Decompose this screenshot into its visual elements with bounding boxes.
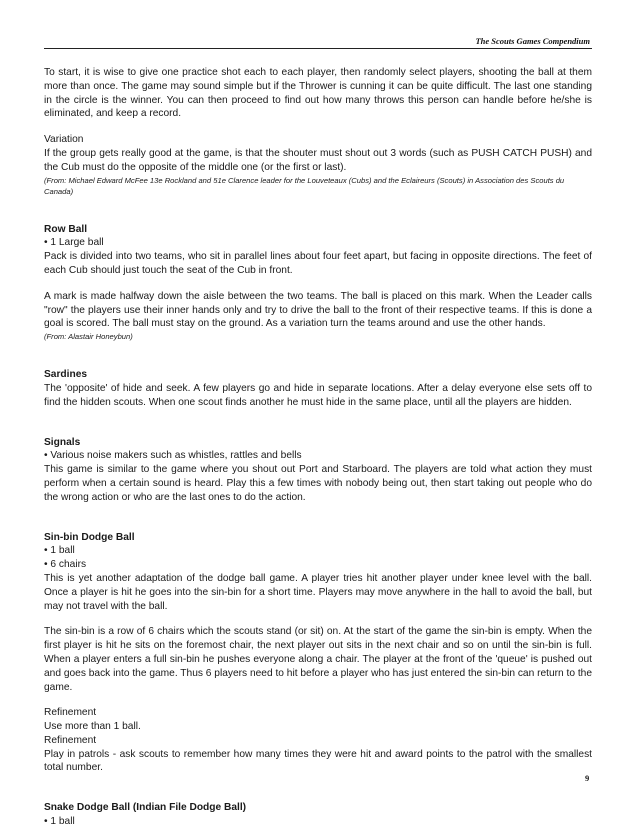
sardines-section [44, 368, 592, 409]
row-ball-source: (From: Alastair Honeybun) [44, 332, 133, 342]
refinement-2-label: Refinement [44, 734, 97, 746]
sin-bin-equipment-chairs: • 6 chairs [44, 559, 87, 571]
refinement-2-text: Play in patrols - ask scouts to remember how many times they were hit and award points to the patrol with the smallest total number. [44, 748, 592, 774]
sin-bin-paragraph-1: This is yet another adaptation of the dodge ball game. A player tries hit another player under knee level with the ball. Once a player is hit he goes into the sin-bin for a short time. Players may move anywhere in the hall to avoid the ball, but may not travel with the ball. [44, 572, 592, 612]
sin-bin-equipment-ball: • 1 ball [44, 545, 75, 557]
row-ball-title: Row Ball [44, 223, 88, 235]
row-ball-section [44, 223, 592, 343]
intro-source: (From: Michael Edward McFee 13e Rockland and 51e Clarence leader for the Louveteaux (Cubs) and the Eclaireurs (Scouts) in Association des Scouts du Canada) [44, 175, 565, 196]
page-content [44, 66, 592, 829]
row-ball-equipment: • 1 Large ball [44, 237, 104, 249]
variation-label: Variation [44, 134, 84, 146]
sardines-title: Sardines [44, 369, 88, 381]
signals-title: Signals [44, 436, 81, 448]
signals-equipment: • Various noise makers such as whistles, rattles and bells [44, 450, 302, 462]
page-number: 9 [585, 773, 590, 783]
snake-dodge-title: Snake Dodge Ball (Indian File Dodge Ball) [44, 802, 247, 814]
row-ball-paragraph-1: Pack is divided into two teams, who sit in parallel lines about four feet apart, but facing in opposite directions. The feet of each Cub should just touch the seat of the Cub in front. [44, 251, 592, 276]
snake-dodge-section [44, 801, 592, 829]
page-header [44, 36, 592, 49]
refinement-1-text: Use more than 1 ball. [44, 721, 141, 733]
signals-paragraph: This game is similar to the game where you shout out Port and Starboard. The players are told what action they must perform when a certain sound is heard. Play this a few times with nobody being out, then start taking out people who do the wrong action or who are the last ones to do the action. [44, 464, 592, 503]
signals-section [44, 436, 592, 505]
sin-bin-title: Sin-bin Dodge Ball [44, 531, 135, 543]
sardines-paragraph: The 'opposite' of hide and seek. A few players go and hide in separate locations. After a delay everyone else sets off to find the hidden scouts. When one scout finds another he must hide in the same place, until all the players are hidden. [44, 382, 592, 408]
sin-bin-paragraph-2: The sin-bin is a row of 6 chairs which the scouts stand (or sit) on. At the start of the game the sin-bin is empty. When the first player is hit he sits on the foremost chair, the next player out sits in the next chair and so on until the sin-bin is full. When a player enters a full sin-bin he pushes everyone along a chair. The player at the front of the 'queue' is pushed out and goes back into the game. Thus 6 players need to hit before a player who has just entered the sin-bin can return to the game. [44, 626, 593, 693]
row-ball-paragraph-2: A mark is made halfway down the aisle between the two teams. The ball is placed on this mark. When the Leader calls "row" the players use their inner hands only and try to drive the ball to the front of their respective teams. If this is done a goal is scored. The ball must stay on the ground. As a variation turn the teams around and use the other hands. [44, 290, 592, 330]
snake-dodge-equipment: • 1 ball [44, 816, 75, 828]
intro-paragraph: To start, it is wise to give one practice shot each to each player, then randomly select players, shooting the ball at them more than once. The game may sound simple but if the Thrower is cunning it can be quite difficult. The last one standing in the circle is the winner. You can then proceed to find out how many throws this person can handle before he/she is eliminated, and keep a record. [44, 67, 592, 120]
variation-text: If the group gets really good at the game, is that the shouter must shout out 3 words (such as PUSH CATCH PUSH) and the Cub must do the opposite of the middle one (or the first or last). [44, 147, 592, 173]
header-title: The Scouts Games Compendium [475, 36, 590, 46]
refinement-1-label: Refinement [44, 707, 97, 719]
sin-bin-section [44, 531, 592, 776]
intro-section [44, 66, 592, 197]
